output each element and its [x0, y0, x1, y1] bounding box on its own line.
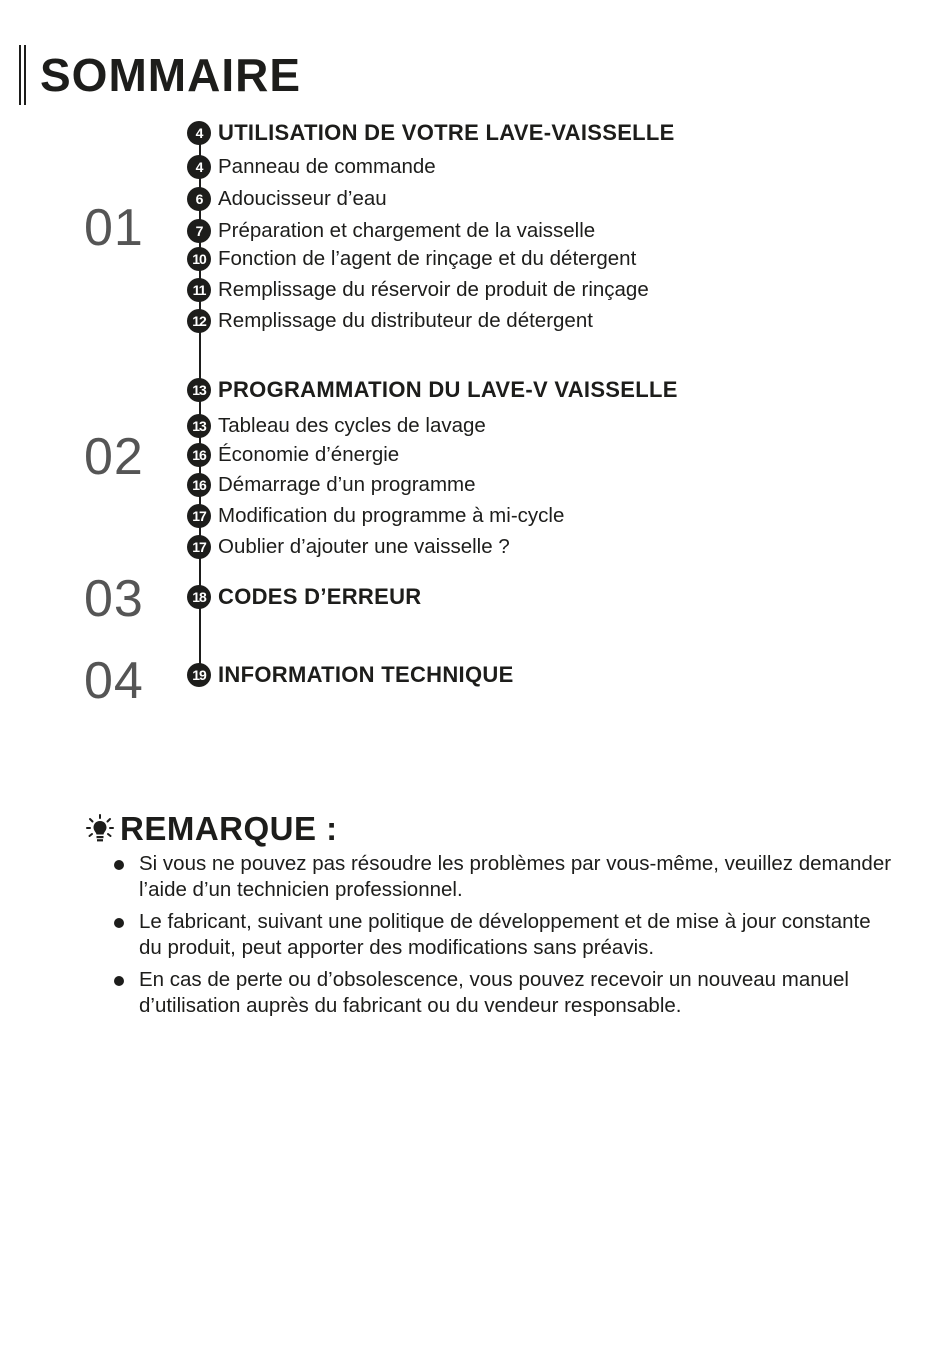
- page-title: SOMMAIRE: [40, 49, 301, 101]
- lightbulb-icon: [86, 814, 114, 844]
- toc-item[interactable]: [187, 472, 476, 498]
- toc-item[interactable]: [187, 308, 593, 334]
- page-badge: 12: [187, 309, 211, 333]
- toc-heading[interactable]: [187, 584, 421, 610]
- toc-item-label: Tableau des cycles de lavage: [218, 414, 486, 437]
- page-badge: 16: [187, 473, 211, 497]
- bullet-icon: [114, 918, 124, 928]
- page-badge: 17: [187, 535, 211, 559]
- toc-heading-label: INFORMATION TECHNIQUE: [218, 662, 514, 687]
- page-badge: 13: [187, 378, 211, 402]
- toc-item-label: Fonction de l’agent de rinçage et du détergent: [218, 247, 637, 270]
- toc-item[interactable]: [187, 154, 436, 180]
- page-badge: 10: [187, 247, 211, 271]
- page-badge: 19: [187, 663, 211, 687]
- title-accent-bar: [19, 45, 26, 105]
- toc-item[interactable]: [187, 277, 649, 303]
- section-number-02: 02: [84, 428, 144, 486]
- toc-item[interactable]: [187, 246, 636, 272]
- section-number-04: 04: [84, 652, 144, 710]
- bullet-icon: [114, 976, 124, 986]
- note-item-text: Le fabricant, suivant une politique de développement et de mise à jour constante du produit, peut apporter des modifications sans préavis.: [139, 910, 871, 959]
- page-badge: 4: [187, 155, 211, 179]
- note-item: [114, 909, 894, 961]
- toc-heading[interactable]: [187, 120, 675, 146]
- section-number-03: 03: [84, 570, 144, 628]
- note-item: [114, 967, 894, 1019]
- toc-item-label: Préparation et chargement de la vaisselle: [218, 219, 596, 242]
- toc-heading-label: UTILISATION DE VOTRE LAVE-VAISSELLE: [218, 120, 675, 145]
- toc-item[interactable]: [187, 534, 510, 560]
- page-badge: 13: [187, 414, 211, 438]
- page-badge: 11: [187, 278, 211, 302]
- toc-item-label: Remplissage du réservoir de produit de rinçage: [218, 278, 649, 301]
- page-badge: 4: [187, 121, 211, 145]
- toc-item-label: Économie d’énergie: [218, 443, 400, 466]
- toc-item[interactable]: [187, 413, 486, 439]
- toc-heading-label: PROGRAMMATION DU LAVE-V VAISSELLE: [218, 377, 678, 402]
- note-header: [86, 809, 338, 849]
- toc-item-label: Modification du programme à mi-cycle: [218, 504, 565, 527]
- toc-heading[interactable]: [187, 662, 514, 688]
- bullet-icon: [114, 860, 124, 870]
- page-badge: 7: [187, 219, 211, 243]
- section-number-01: 01: [84, 199, 144, 257]
- toc-heading[interactable]: [187, 377, 678, 403]
- toc-heading-label: CODES D’ERREUR: [218, 584, 422, 609]
- page-badge: 17: [187, 504, 211, 528]
- toc-item[interactable]: [187, 442, 399, 468]
- toc-item-label: Panneau de commande: [218, 155, 436, 178]
- toc-item-label: Démarrage d’un programme: [218, 473, 476, 496]
- toc-item-label: Oublier d’ajouter une vaisselle ?: [218, 535, 510, 558]
- toc-item-label: Remplissage du distributeur de détergent: [218, 309, 593, 332]
- toc-item[interactable]: [187, 186, 387, 212]
- toc-item[interactable]: [187, 218, 595, 244]
- page-badge: 16: [187, 443, 211, 467]
- note-title: REMARQUE :: [120, 810, 338, 847]
- note-list: [114, 851, 894, 1025]
- page-badge: 18: [187, 585, 211, 609]
- note-item-text: En cas de perte ou d’obsolescence, vous pouvez recevoir un nouveau manuel d’utilisation auprès du fabricant ou du vendeur responsable.: [139, 968, 849, 1017]
- page-badge: 6: [187, 187, 211, 211]
- toc-item-label: Adoucisseur d’eau: [218, 187, 387, 210]
- note-item: [114, 851, 894, 903]
- note-item-text: Si vous ne pouvez pas résoudre les problèmes par vous-même, veuillez demander l’aide d’un technicien professionnel.: [139, 852, 892, 901]
- toc-item[interactable]: [187, 503, 564, 529]
